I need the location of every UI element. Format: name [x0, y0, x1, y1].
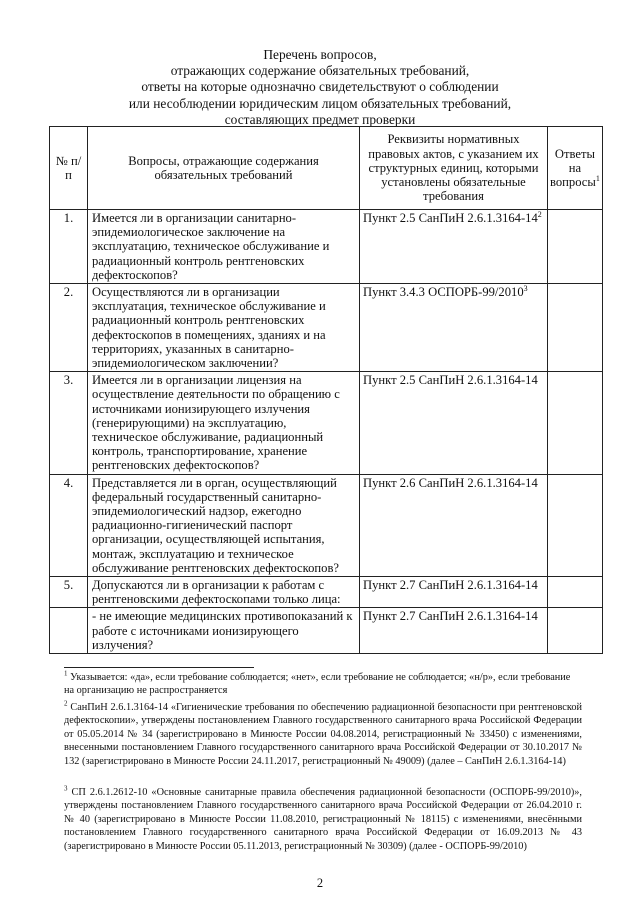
row-ref: Пункт 2.7 СанПиН 2.6.1.3164-14 [360, 608, 548, 654]
row-question: Осуществляются ли в организации эксплуатация, техническое обслуживание и радиационный контроль рентгеновских дефектоскопов в помещениях, зданиях и на территориях, указанных в санитарно-эпидемиологическом заключении? [88, 284, 360, 372]
footnote-marker: 2 [537, 209, 542, 219]
row-ref-text: Пункт 3.4.3 ОСПОРБ-99/2010 [363, 285, 524, 300]
table-row [50, 474, 603, 576]
row-answer[interactable] [548, 210, 603, 284]
table-row [50, 372, 603, 474]
row-num: 5. [50, 577, 88, 608]
row-ref-text: Пункт 2.5 СанПиН 2.6.1.3164-14 [363, 211, 538, 225]
row-answer[interactable] [548, 474, 603, 576]
row-ref: Пункт 2.5 СанПиН 2.6.1.3164-14 [360, 372, 548, 474]
row-question: Имеется ли в организации лицензия на осуществление деятельности по обращению с источниками ионизирующего излучения (генерирующими) на эксплуатацию, техническое обслуживание, радиационный контроль, транспортирование, хранение рентгеновских дефектоскопов? [88, 372, 360, 474]
row-ref: Пункт 2.7 СанПиН 2.6.1.3164-14 [360, 577, 548, 608]
table-row [50, 577, 603, 608]
title-line: или несоблюдении юридическим лицом обязательных требований, [128, 95, 512, 111]
header-question: Вопросы, отражающие содержания обязательных требований [88, 127, 360, 210]
table-row [50, 210, 603, 284]
table-row [50, 608, 603, 654]
header-requisites: Реквизиты нормативных правовых актов, с указанием их структурных единиц, которыми установлены обязательные требования [360, 127, 548, 210]
row-ref: Пункт 2.6 СанПиН 2.6.1.3164-14 [360, 474, 548, 576]
document-title [60, 47, 580, 128]
row-question: Допускаются ли в организации к работам с рентгеновскими дефектоскопами только лица: [88, 577, 360, 608]
footnote-mark: 1 [64, 669, 68, 678]
title-line: Перечень вопросов, [263, 47, 377, 62]
header-answers-label: Ответы на вопросы [550, 146, 596, 190]
footnote [64, 671, 582, 698]
footnote-mark: 3 [64, 784, 68, 793]
footnote-mark: 2 [64, 699, 68, 708]
footnote-text: СанПиН 2.6.1.3164-14 «Гигиенические требования по обеспечению радиационной безопасности при рентгеновской дефектоскопии», утверждены постановлением Главного государственного санитарного врача Российской Федерации от 05.05.2014 № 34 (зарегистрировано в Минюсте России 04.08.2014, регистрационный № 33450) с изменениями, внесенными постановлением Главного государственного санитарного врача Российской Федерации от 30.10.2017 № 132 (зарегистрировано в Минюсте России 24.11.2017, регистрационный № 49009) (далее – СанПиН 2.6.1.3164-14) [64, 702, 582, 767]
page-number: 2 [316, 876, 324, 890]
title-line: составляющих предмет проверки [224, 111, 416, 127]
row-ref [360, 210, 548, 284]
row-ref [360, 284, 548, 372]
row-num [50, 608, 88, 654]
footnote [64, 786, 582, 853]
header-answers [548, 127, 603, 210]
row-answer[interactable] [548, 372, 603, 474]
row-num: 4. [50, 474, 88, 576]
row-num: 2. [50, 284, 88, 372]
row-num: 3. [50, 372, 88, 474]
footnote-text: Указывается: «да», если требование соблюдается; «нет», если требование не соблюдается; «н/р», если требование на организацию не распространяется [64, 672, 571, 697]
footnote-text: СП 2.6.1.2612-10 «Основные санитарные правила обеспечения радиационной безопасности (ОСПОРБ-99/2010)», утверждены постановлением Главного государственного санитарного врача Российской Федерации от 26.04.2010 г. № 40 (зарегистрировано в Минюсте России 11.08.2010, регистрационный № 18115) с изменениями, внесёнными постановлением Главного государственного санитарного врача Российской Федерации от 16.09.2013 № 43 (зарегистрировано в Минюсте России 05.11.2013, регистрационный № 30309) (далее - ОСПОРБ-99/2010) [64, 787, 582, 852]
table-header-row [50, 127, 603, 210]
header-num: № п/п [50, 127, 88, 210]
table-row [50, 284, 603, 372]
row-answer[interactable] [548, 577, 603, 608]
checklist-table [49, 126, 603, 654]
row-question: Имеется ли в организации санитарно-эпидемиологическое заключение на эксплуатацию, техническое обслуживание и радиационный контроль рентгеновских дефектоскопов? [88, 210, 360, 284]
row-question: - не имеющие медицинских противопоказаний к работе с источниками ионизирующего излучения? [88, 608, 360, 654]
title-line: отражающих содержание обязательных требований, [170, 63, 470, 79]
row-num: 1. [50, 210, 88, 284]
row-question: Представляется ли в орган, осуществляющий федеральный государственный санитарно-эпидемиологический надзор, ежегодно радиационно-гигиенический паспорт организации, осуществляющей испытания, монтаж, эксплуатацию и техническое обслуживание рентгеновских дефектоскопов? [88, 474, 360, 576]
footnote-divider [64, 667, 254, 668]
row-answer[interactable] [548, 608, 603, 654]
footnote-marker: 1 [595, 173, 600, 183]
footnote [64, 701, 582, 768]
row-answer[interactable] [548, 284, 603, 372]
footnote-marker: 3 [523, 283, 528, 293]
title-line: ответы на которые однозначно свидетельствуют о соблюдении [141, 79, 499, 95]
